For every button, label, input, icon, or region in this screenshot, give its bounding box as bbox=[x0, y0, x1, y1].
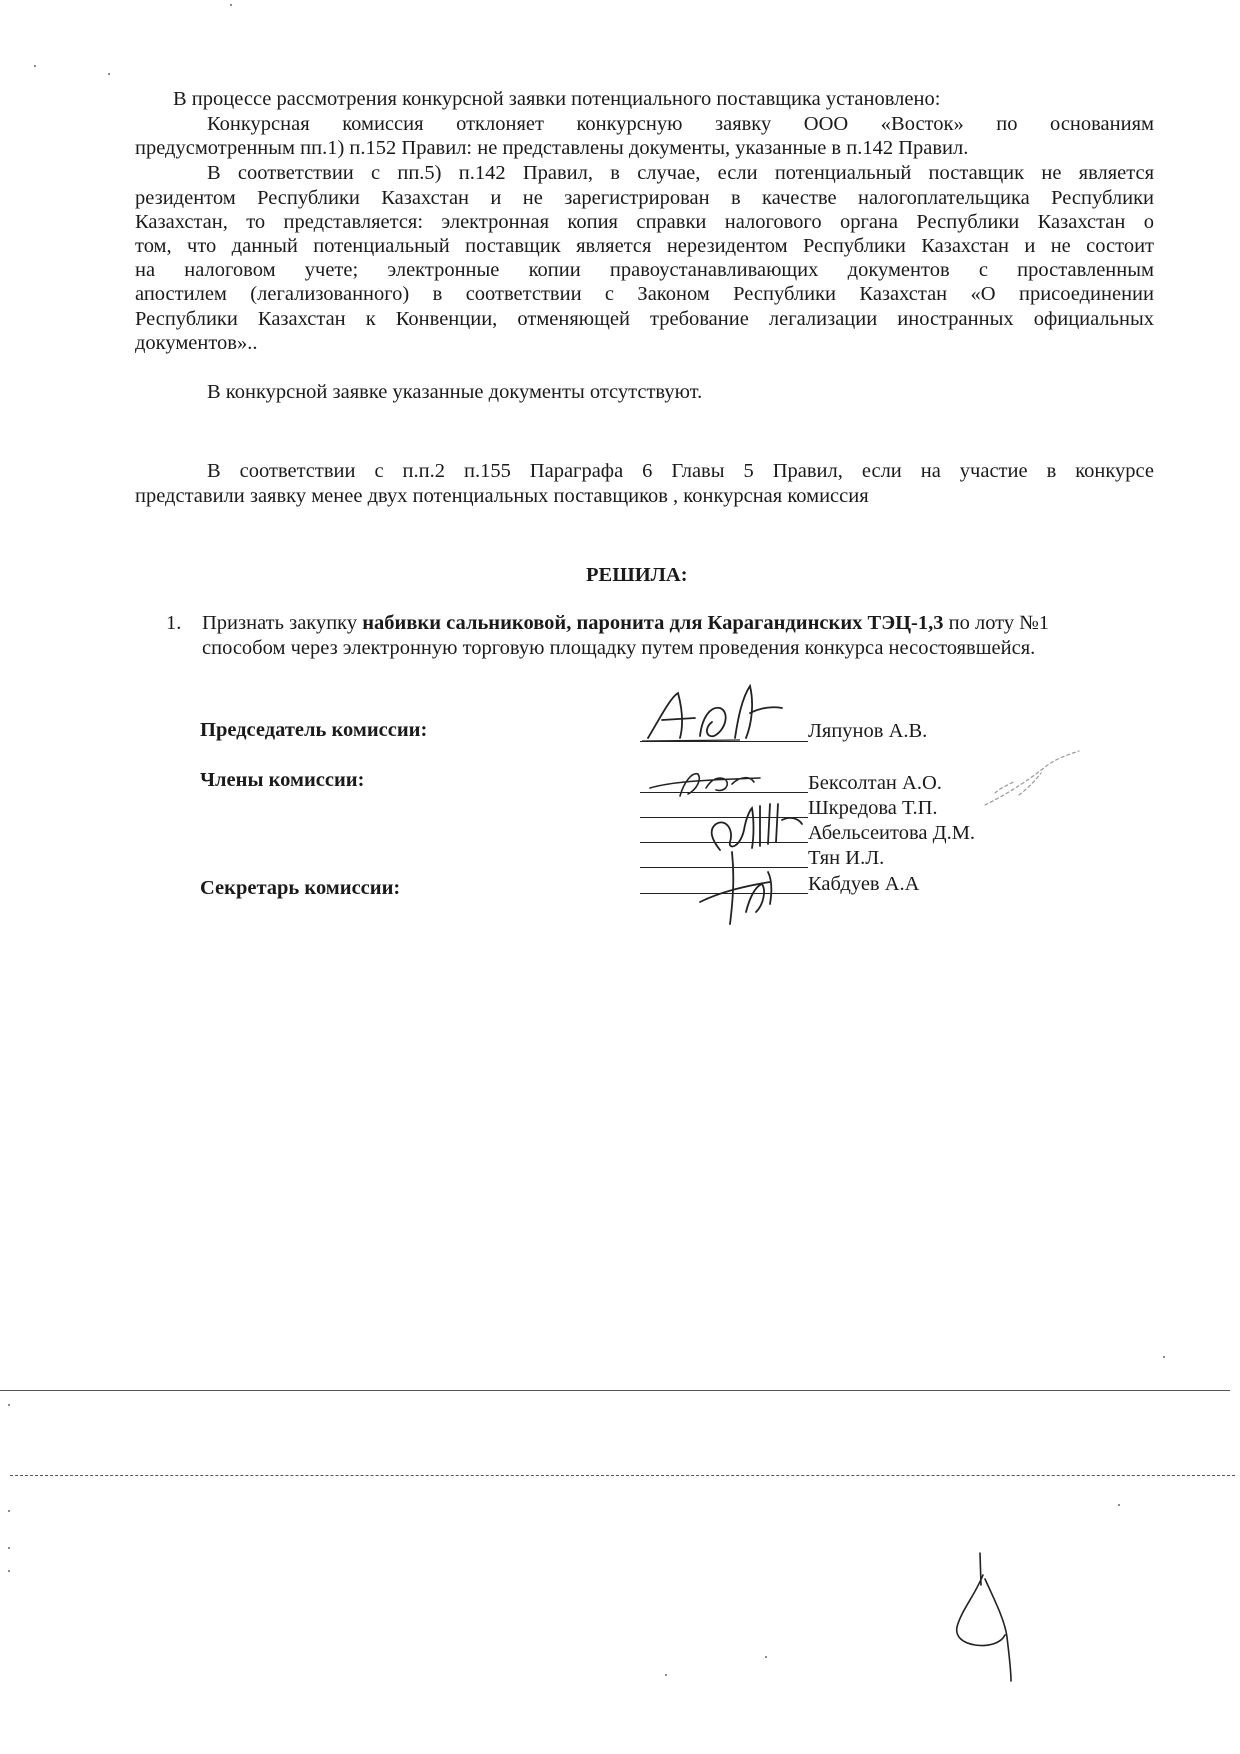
scan-speck bbox=[34, 65, 36, 67]
paragraph-rule-line-4: том, что данный потенциальный поставщик является нерезидентом Республики Казахстан и не состоит bbox=[135, 235, 1154, 257]
scan-speck bbox=[665, 1674, 667, 1676]
paragraph-rule-line-7: Республики Казахстан к Конвенции, отменяющей требование легализации иностранных официальных bbox=[135, 308, 1154, 330]
decision-heading: РЕШИЛА: bbox=[586, 564, 688, 586]
paragraph-intro: В процессе рассмотрения конкурсной заявки потенциального поставщика установлено: bbox=[173, 88, 941, 110]
paragraph-rule-line-3: Казахстан, то представляется: электронная копия справки налогового органа Республики Казахстан о bbox=[135, 211, 1154, 233]
paragraph-documents-missing: В конкурсной заявке указанные документы отсутствуют. bbox=[207, 381, 703, 403]
faint-stamp-mark bbox=[975, 745, 1085, 815]
member-name: Шкредова Т.П. bbox=[808, 797, 938, 819]
member-name: Абельсеитова Д.М. bbox=[808, 822, 976, 844]
chairman-name: Ляпунов А.В. bbox=[808, 720, 928, 742]
secretary-name: Кабдуев А.А bbox=[808, 873, 920, 895]
scan-speck bbox=[8, 1404, 10, 1406]
decision-item-number: 1. bbox=[166, 612, 182, 634]
page-initial-mark bbox=[945, 1545, 1035, 1685]
decision-item-line-2: способом через электронную торговую площадку путем проведения конкурса несостоявшейся. bbox=[202, 637, 1036, 659]
secretary-label: Секретарь комиссии: bbox=[200, 877, 401, 899]
decision-item-subject: набивки сальниковой, паронита для Карагандинских ТЭЦ-1,3 bbox=[362, 612, 944, 634]
paragraph-basis-line-1: В соответствии с п.п.2 п.155 Параграфа 6 Главы 5 Правил, если на участие в конкурсе bbox=[207, 460, 1154, 482]
scan-speck bbox=[8, 1510, 10, 1512]
decision-item-lot: по лоту №1 bbox=[943, 612, 1050, 634]
decision-item-text-start: Признать закупку bbox=[202, 612, 363, 634]
page-rule-bottom bbox=[10, 1475, 1235, 1476]
chairman-signature bbox=[640, 678, 790, 748]
scan-speck bbox=[8, 1570, 10, 1572]
scan-speck bbox=[108, 73, 110, 75]
paragraph-rejection-line-1: Конкурсная комиссия отклоняет конкурсную заявку ООО «Восток» по основаниям bbox=[207, 113, 1154, 135]
member-name: Бексолтан А.О. bbox=[808, 772, 942, 794]
paragraph-rule-line-6: апостилем (легализованного) в соответствии с Законом Республики Казахстан «О присоединении bbox=[135, 283, 1154, 305]
scan-speck bbox=[1163, 1356, 1165, 1358]
member-signature bbox=[690, 842, 800, 932]
page-rule-top bbox=[0, 1390, 1230, 1391]
chairman-label: Председатель комиссии: bbox=[200, 719, 428, 741]
decision-item-line-1 bbox=[202, 611, 1049, 635]
paragraph-rule-line-8: документов».. bbox=[135, 332, 258, 354]
paragraph-rejection-line-2: предусмотренным пп.1) п.152 Правил: не представлены документы, указанные в п.142 Правил. bbox=[135, 137, 969, 159]
paragraph-rule-line-2: резидентом Республики Казахстан и не зарегистрирован в качестве налогоплательщика Республики bbox=[135, 187, 1154, 209]
scan-speck bbox=[8, 1547, 10, 1549]
scan-speck bbox=[1118, 1504, 1120, 1506]
members-label: Члены комиссии: bbox=[200, 769, 365, 791]
member-name: Тян И.Л. bbox=[808, 847, 885, 869]
scan-speck bbox=[765, 1656, 767, 1658]
paragraph-rule-line-1: В соответствии с пп.5) п.142 Правил, в случае, если потенциальный поставщик не является bbox=[207, 162, 1154, 184]
scan-speck bbox=[230, 4, 232, 6]
paragraph-rule-line-5: на налоговом учете; электронные копии правоустанавливающих документов с проставленным bbox=[135, 259, 1154, 281]
paragraph-basis-line-2: представили заявку менее двух потенциальных поставщиков , конкурсная комиссия bbox=[135, 485, 869, 507]
